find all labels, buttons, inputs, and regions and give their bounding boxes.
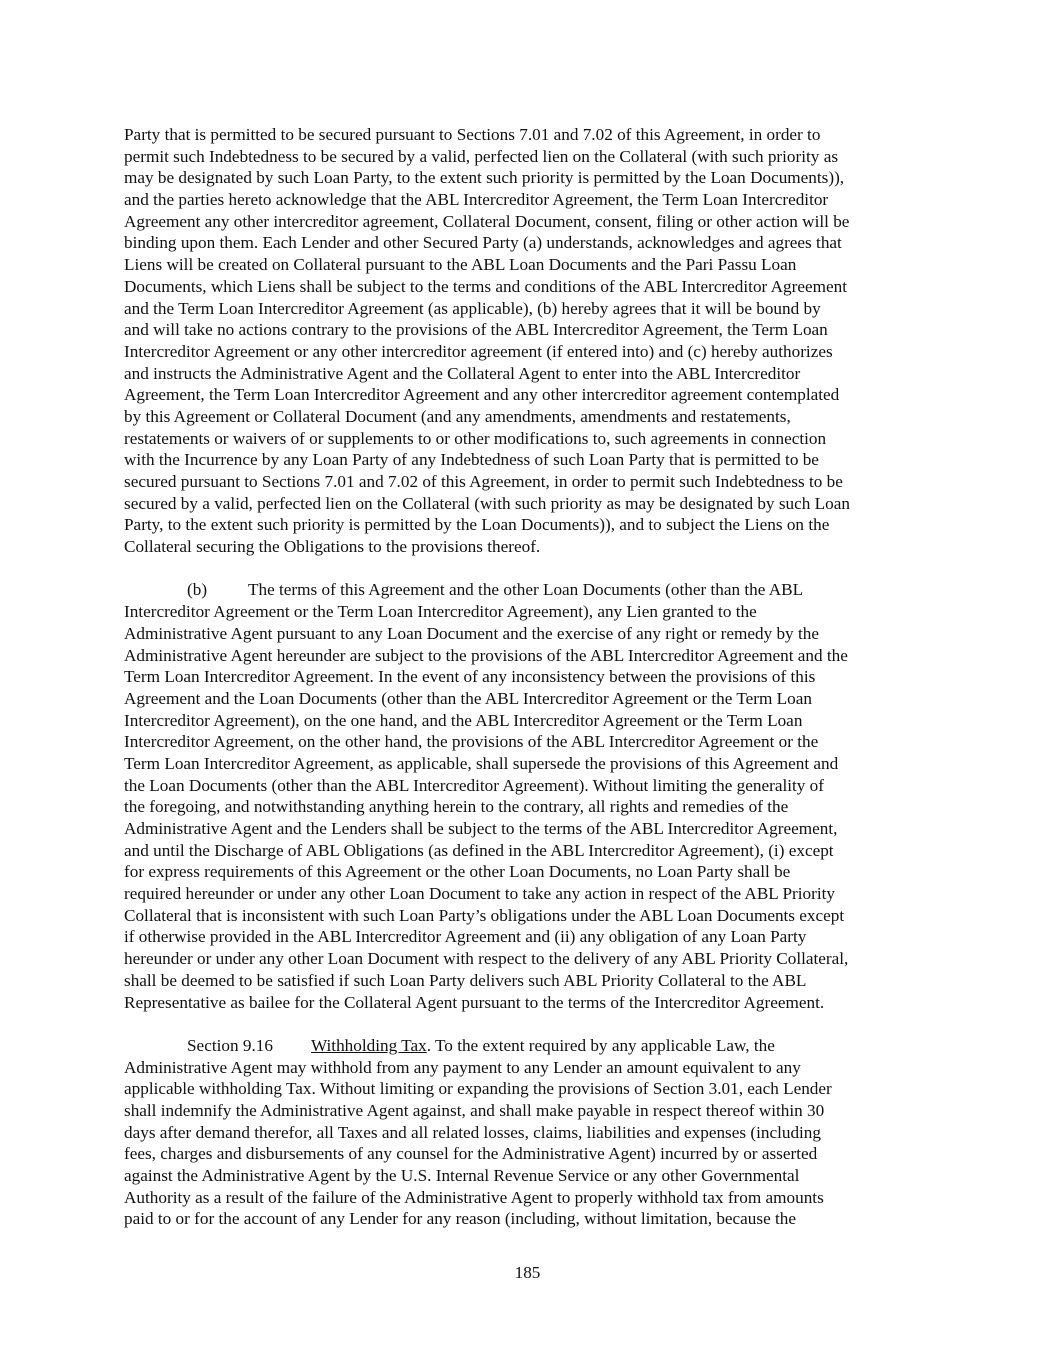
text-line: the foregoing, and notwithstanding anything herein to the contrary, all rights and remedies of the bbox=[124, 797, 789, 817]
text-line: Intercreditor Agreement or the Term Loan Intercreditor Agreement), any Lien granted to the bbox=[124, 602, 757, 622]
section-9-16 bbox=[124, 1035, 932, 1230]
text-line: and will take no actions contrary to the provisions of the ABL Intercreditor Agreement, the Term Loan bbox=[124, 320, 828, 340]
section-heading-line bbox=[124, 1035, 932, 1057]
paragraph-b-first-line bbox=[124, 579, 932, 601]
text-run: . To the extent required by any applicable Law, the bbox=[426, 1035, 775, 1055]
text-line: Documents, which Liens shall be subject to the terms and conditions of the ABL Intercreditor Agreement bbox=[124, 276, 847, 296]
text-line: days after demand therefor, all Taxes and all related losses, claims, liabilities and expenses (including bbox=[124, 1122, 821, 1142]
text-line: if otherwise provided in the ABL Intercreditor Agreement and (ii) any obligation of any Loan Party bbox=[124, 927, 807, 947]
text-line: shall be deemed to be satisfied if such Loan Party delivers such ABL Priority Collateral to the ABL bbox=[124, 970, 807, 990]
text-line: Term Loan Intercreditor Agreement, as applicable, shall supersede the provisions of this Agreement and bbox=[124, 753, 839, 773]
text-line: Intercreditor Agreement, on the other hand, the provisions of the ABL Intercreditor Agreement or the bbox=[124, 732, 819, 752]
text-line: restatements or waivers of or supplements to or other modifications to, such agreements in connection bbox=[124, 428, 827, 448]
paragraph-a-continuation bbox=[124, 124, 932, 558]
text-line: Collateral that is inconsistent with such Loan Party’s obligations under the ABL Loan Documents except bbox=[124, 905, 845, 925]
text-line: with the Incurrence by any Loan Party of any Indebtedness of such Loan Party that is permitted to be bbox=[124, 450, 819, 470]
text-line: Intercreditor Agreement or any other intercreditor agreement (if entered into) and (c) hereby authorizes bbox=[124, 341, 833, 361]
text-line: and until the Discharge of ABL Obligations (as defined in the ABL Intercreditor Agreement), (i) except bbox=[124, 840, 834, 860]
text-line: Administrative Agent hereunder are subject to the provisions of the ABL Intercreditor Agreement and the bbox=[124, 645, 848, 665]
text-line: for express requirements of this Agreement or the other Loan Documents, no Loan Party shall be bbox=[124, 862, 791, 882]
text-line: Administrative Agent may withhold from any payment to any Lender an amount equivalent to any bbox=[124, 1057, 801, 1077]
text-line: Collateral securing the Obligations to the provisions thereof. bbox=[124, 537, 541, 557]
text-line: secured pursuant to Sections 7.01 and 7.02 of this Agreement, in order to permit such Indebtedness to be bbox=[124, 472, 843, 491]
text-line: and the parties hereto acknowledge that the ABL Intercreditor Agreement, the Term Loan Intercreditor bbox=[124, 190, 829, 210]
text-line: and the Term Loan Intercreditor Agreement (as applicable), (b) hereby agrees that it will be bound by bbox=[124, 298, 821, 318]
text-line: and instructs the Administrative Agent and the Collateral Agent to enter into the ABL Intercreditor bbox=[124, 363, 801, 383]
text-line: Administrative Agent pursuant to any Loan Document and the exercise of any right or remedy by the bbox=[124, 623, 819, 643]
text-line: fees, charges and disbursements of any counsel for the Administrative Agent) incurred by or asserted bbox=[124, 1144, 818, 1164]
text-line: Authority as a result of the failure of the Administrative Agent to properly withhold tax from amounts bbox=[124, 1187, 824, 1207]
text-line: shall indemnify the Administrative Agent against, and shall make payable in respect thereof within 30 bbox=[124, 1100, 825, 1120]
text-line: Agreement, the Term Loan Intercreditor Agreement and any other intercreditor agreement contemplated bbox=[124, 385, 840, 405]
text-line: Party, to the extent such priority is permitted by the Loan Documents)), and to subject the Liens on the bbox=[124, 515, 830, 535]
paragraph-b-marker: (b) bbox=[187, 580, 208, 600]
text-line: hereunder or under any other Loan Document with respect to the delivery of any ABL Priority Collateral, bbox=[124, 949, 849, 969]
text-line: Party that is permitted to be secured pursuant to Sections 7.01 and 7.02 of this Agreement, in order to bbox=[124, 125, 821, 144]
text-line: applicable withholding Tax. Without limiting or expanding the provisions of Section 3.01, each Lender bbox=[124, 1079, 832, 1099]
text-line: by this Agreement or Collateral Document (and any amendments, amendments and restatements, bbox=[124, 406, 791, 426]
text-line: Representative as bailee for the Collateral Agent pursuant to the terms of the Intercreditor Agreement. bbox=[124, 992, 825, 1012]
section-number: Section 9.16 bbox=[187, 1035, 273, 1055]
text-line: Administrative Agent and the Lenders shall be subject to the terms of the ABL Intercreditor Agreement, bbox=[124, 819, 838, 838]
page-number: 185 bbox=[514, 1263, 541, 1282]
text-line: paid to or for the account of any Lender for any reason (including, without limitation, because the bbox=[124, 1209, 797, 1229]
text-line: the Loan Documents (other than the ABL Intercreditor Agreement). Without limiting the generality of bbox=[124, 775, 824, 795]
paragraph-spacer bbox=[124, 1013, 932, 1035]
text-line: may be designated by such Loan Party, to the extent such priority is permitted by the Loan Documents)), bbox=[124, 168, 845, 188]
document-body bbox=[124, 124, 932, 1230]
text-line: Intercreditor Agreement), on the one hand, and the ABL Intercreditor Agreement or the Term Loan bbox=[124, 710, 803, 730]
text-line: Liens will be created on Collateral pursuant to the ABL Loan Documents and the Pari Passu Loan bbox=[124, 255, 797, 275]
text-line: secured by a valid, perfected lien on the Collateral (with such priority as may be designated by such Loan bbox=[124, 493, 850, 513]
text-line: Agreement any other intercreditor agreement, Collateral Document, consent, filing or other action will be bbox=[124, 211, 850, 231]
paragraph-spacer bbox=[124, 558, 932, 580]
text-line: against the Administrative Agent by the U.S. Internal Revenue Service or any other Governmental bbox=[124, 1166, 800, 1185]
text-line: Agreement and the Loan Documents (other than the ABL Intercreditor Agreement or the Term Loan bbox=[124, 688, 812, 708]
section-heading: Withholding Tax bbox=[311, 1035, 427, 1055]
text-line: Term Loan Intercreditor Agreement. In the event of any inconsistency between the provisions of this bbox=[124, 667, 816, 687]
text-line: permit such Indebtedness to be secured by a valid, perfected lien on the Collateral (with such priority as bbox=[124, 146, 839, 166]
paragraph-b bbox=[124, 579, 932, 1013]
text-run: The terms of this Agreement and the other Loan Documents (other than the ABL bbox=[248, 580, 804, 600]
text-line: required hereunder or under any other Loan Document to take any action in respect of the ABL Priority bbox=[124, 884, 835, 904]
text-line: binding upon them. Each Lender and other Secured Party (a) understands, acknowledges and agrees that bbox=[124, 233, 842, 253]
